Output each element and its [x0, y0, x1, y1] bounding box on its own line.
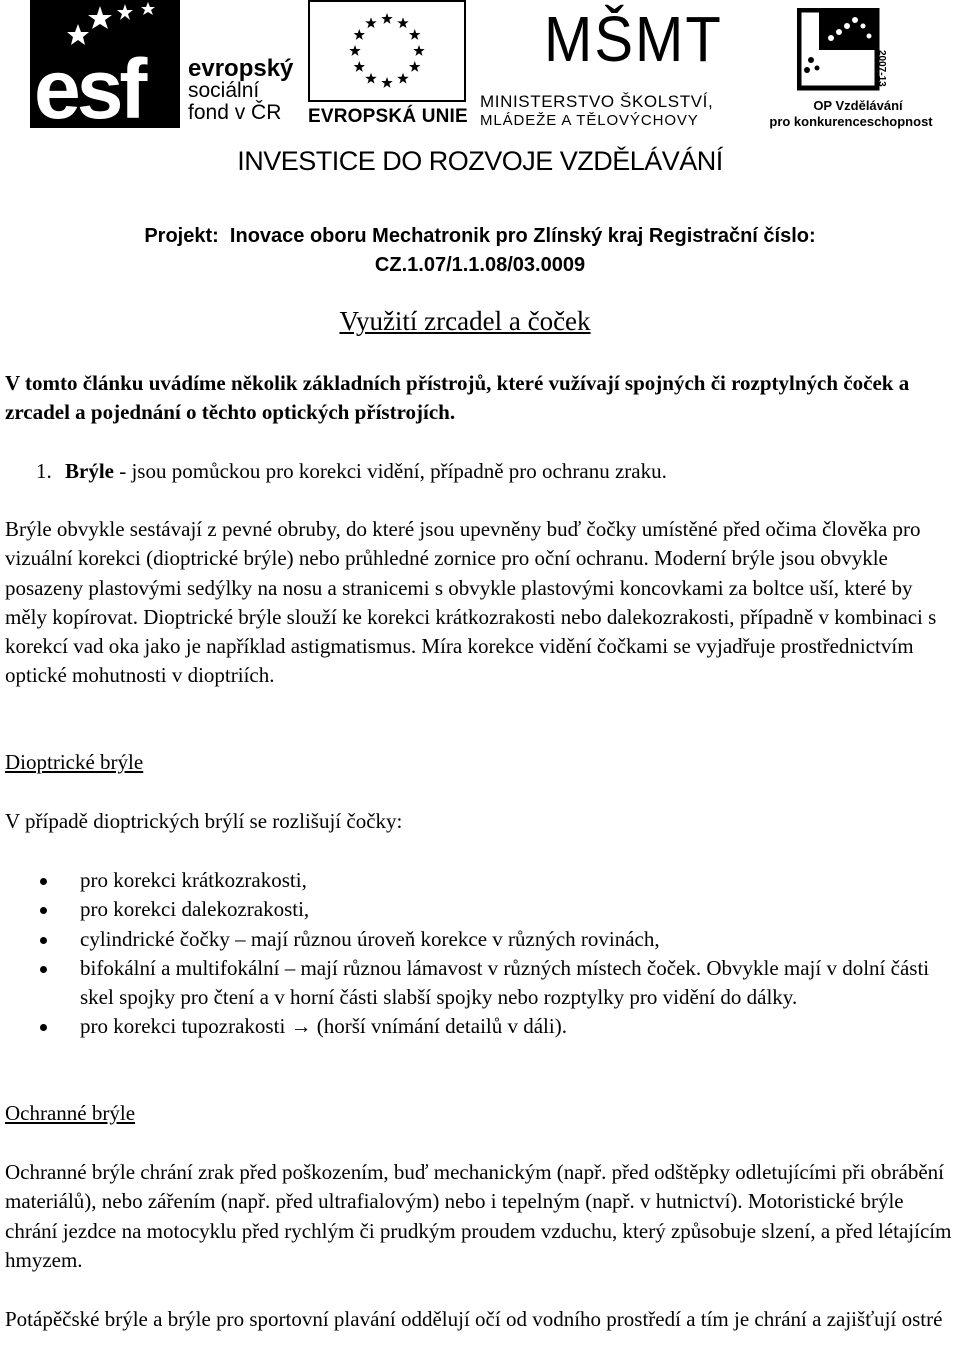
section-1-definition: - jsou pomůckou pro korekci vidění, případně pro ochranu zraku.	[113, 459, 667, 483]
ochranne-paragraph: Ochranné brýle chrání zrak před poškozením, buď mechanickým (např. před odštěpky odletujícími při obrábění materiálů), nebo zářením (např. před ultrafialovým) nebo i tepelným (např. v hutnictví). Motoristické brýle chrání jezdce na motocyklu před rychlým či prudkým proudem vzduchu, který způsobuje slzení, a před létajícím hmyzem.	[5, 1160, 952, 1272]
lens-type-list	[40, 866, 960, 1042]
investice-banner: INVESTICE DO ROZVOJE VZDĚLÁVÁNÍ	[237, 146, 723, 176]
op-years: 2007-13	[876, 50, 887, 87]
eu-flag	[308, 0, 466, 102]
project-line2: CZ.1.07/1.1.08/03.0009	[374, 254, 586, 276]
list-item: pro korekci dalekozrakosti,	[40, 895, 960, 924]
section-1-number: 1.	[36, 459, 52, 483]
list-item: bifokální a multifokální – mají různou lámavost v různých místech čoček. Obvykle mají v dolní části skel spojky pro čtení a v horní části slabší spojky nebo rozptylky pro vidění do dálky.	[40, 954, 960, 1013]
project-line1: Projekt: Inovace oboru Mechatronik pro Zlínský kraj Registrační číslo:	[144, 225, 816, 247]
esf-line2: sociální	[188, 79, 260, 102]
msmt-line1: MINISTERSTVO ŠKOLSTVÍ,	[480, 92, 714, 111]
bullet-icon	[40, 966, 47, 973]
msmt-logo	[480, 0, 755, 130]
list-item: cylindrické čočky – mají různou úroveň korekce v různých rovinách,	[40, 925, 960, 954]
list-item: pro korekci krátkozrakosti,	[40, 866, 960, 895]
potapecske-paragraph: Potápěčské brýle a brýle pro sportovní plavání oddělují očí od vodního prostředí a tím je chrání a zajišťují ostré	[5, 1307, 943, 1331]
dioptricke-paragraph: V případě dioptrických brýlí se rozlišují čočky:	[5, 809, 403, 833]
op-line2: pro konkurenceschopnost	[769, 114, 933, 129]
bullet-icon	[40, 937, 47, 944]
esf-line1: evropský	[188, 55, 294, 82]
esf-logo-mark	[30, 0, 180, 128]
bullet-icon	[40, 878, 47, 885]
op-line1: OP Vzdělávání	[813, 98, 903, 113]
esf-line3: fond v ČR	[188, 101, 282, 124]
section-1	[36, 457, 956, 486]
esf-caption	[188, 55, 294, 124]
heading-dioptricke: Dioptrické brýle	[5, 750, 144, 774]
esf-logo	[30, 0, 300, 130]
intro-paragraph: V tomto článku uvádíme několik základních přístrojů, které vužívají spojných či rozptylných čoček a zrcadel a pojednání o těchto optických přístrojích.	[5, 371, 910, 425]
eu-logo	[308, 0, 468, 130]
bullet-icon	[40, 907, 47, 914]
section-1-term: Brýle	[65, 459, 114, 483]
list-item: pro korekci tupozrakosti → (horší vnímání detailů v dáli).	[40, 1012, 960, 1041]
msmt-line2: MLÁDEŽE A TĚLOVÝCHOVY	[480, 112, 699, 129]
op-logo-mark	[797, 8, 912, 93]
project-info	[0, 222, 960, 280]
esf-logo-text: esf	[34, 42, 144, 128]
eu-label: EVROPSKÁ UNIE	[308, 106, 468, 127]
op-logo	[765, 8, 945, 133]
bullet-icon	[40, 1024, 47, 1031]
bryle-paragraph: Brýle obvykle sestávají z pevné obruby, do které jsou upevněny buď čočky umístěné před očima člověka pro vizuální korekci (dioptrické brýle) nebo průhledné zornice pro oční ochranu. Moderní brýle jsou obvykle posazeny plastovými sedýlky na nosu a stranicemi s obvykle plastovými koncovkami za boltce uší, které by měly kopírovat. Dioptrické brýle slouží ke korekci krátkozrakosti nebo dalekozrakosti, případně v kombinaci s korekcí vad oka jako je například astigmatismus. Míra korekce vidění čočkami se vyjadřuje prostřednictvím optické mohutnosti v dioptriích.	[5, 517, 937, 688]
msmt-logo-text: MŠMT	[544, 3, 723, 76]
heading-ochranne: Ochranné brýle	[5, 1101, 136, 1125]
page-title: Využití zrcadel a čoček	[339, 306, 591, 336]
